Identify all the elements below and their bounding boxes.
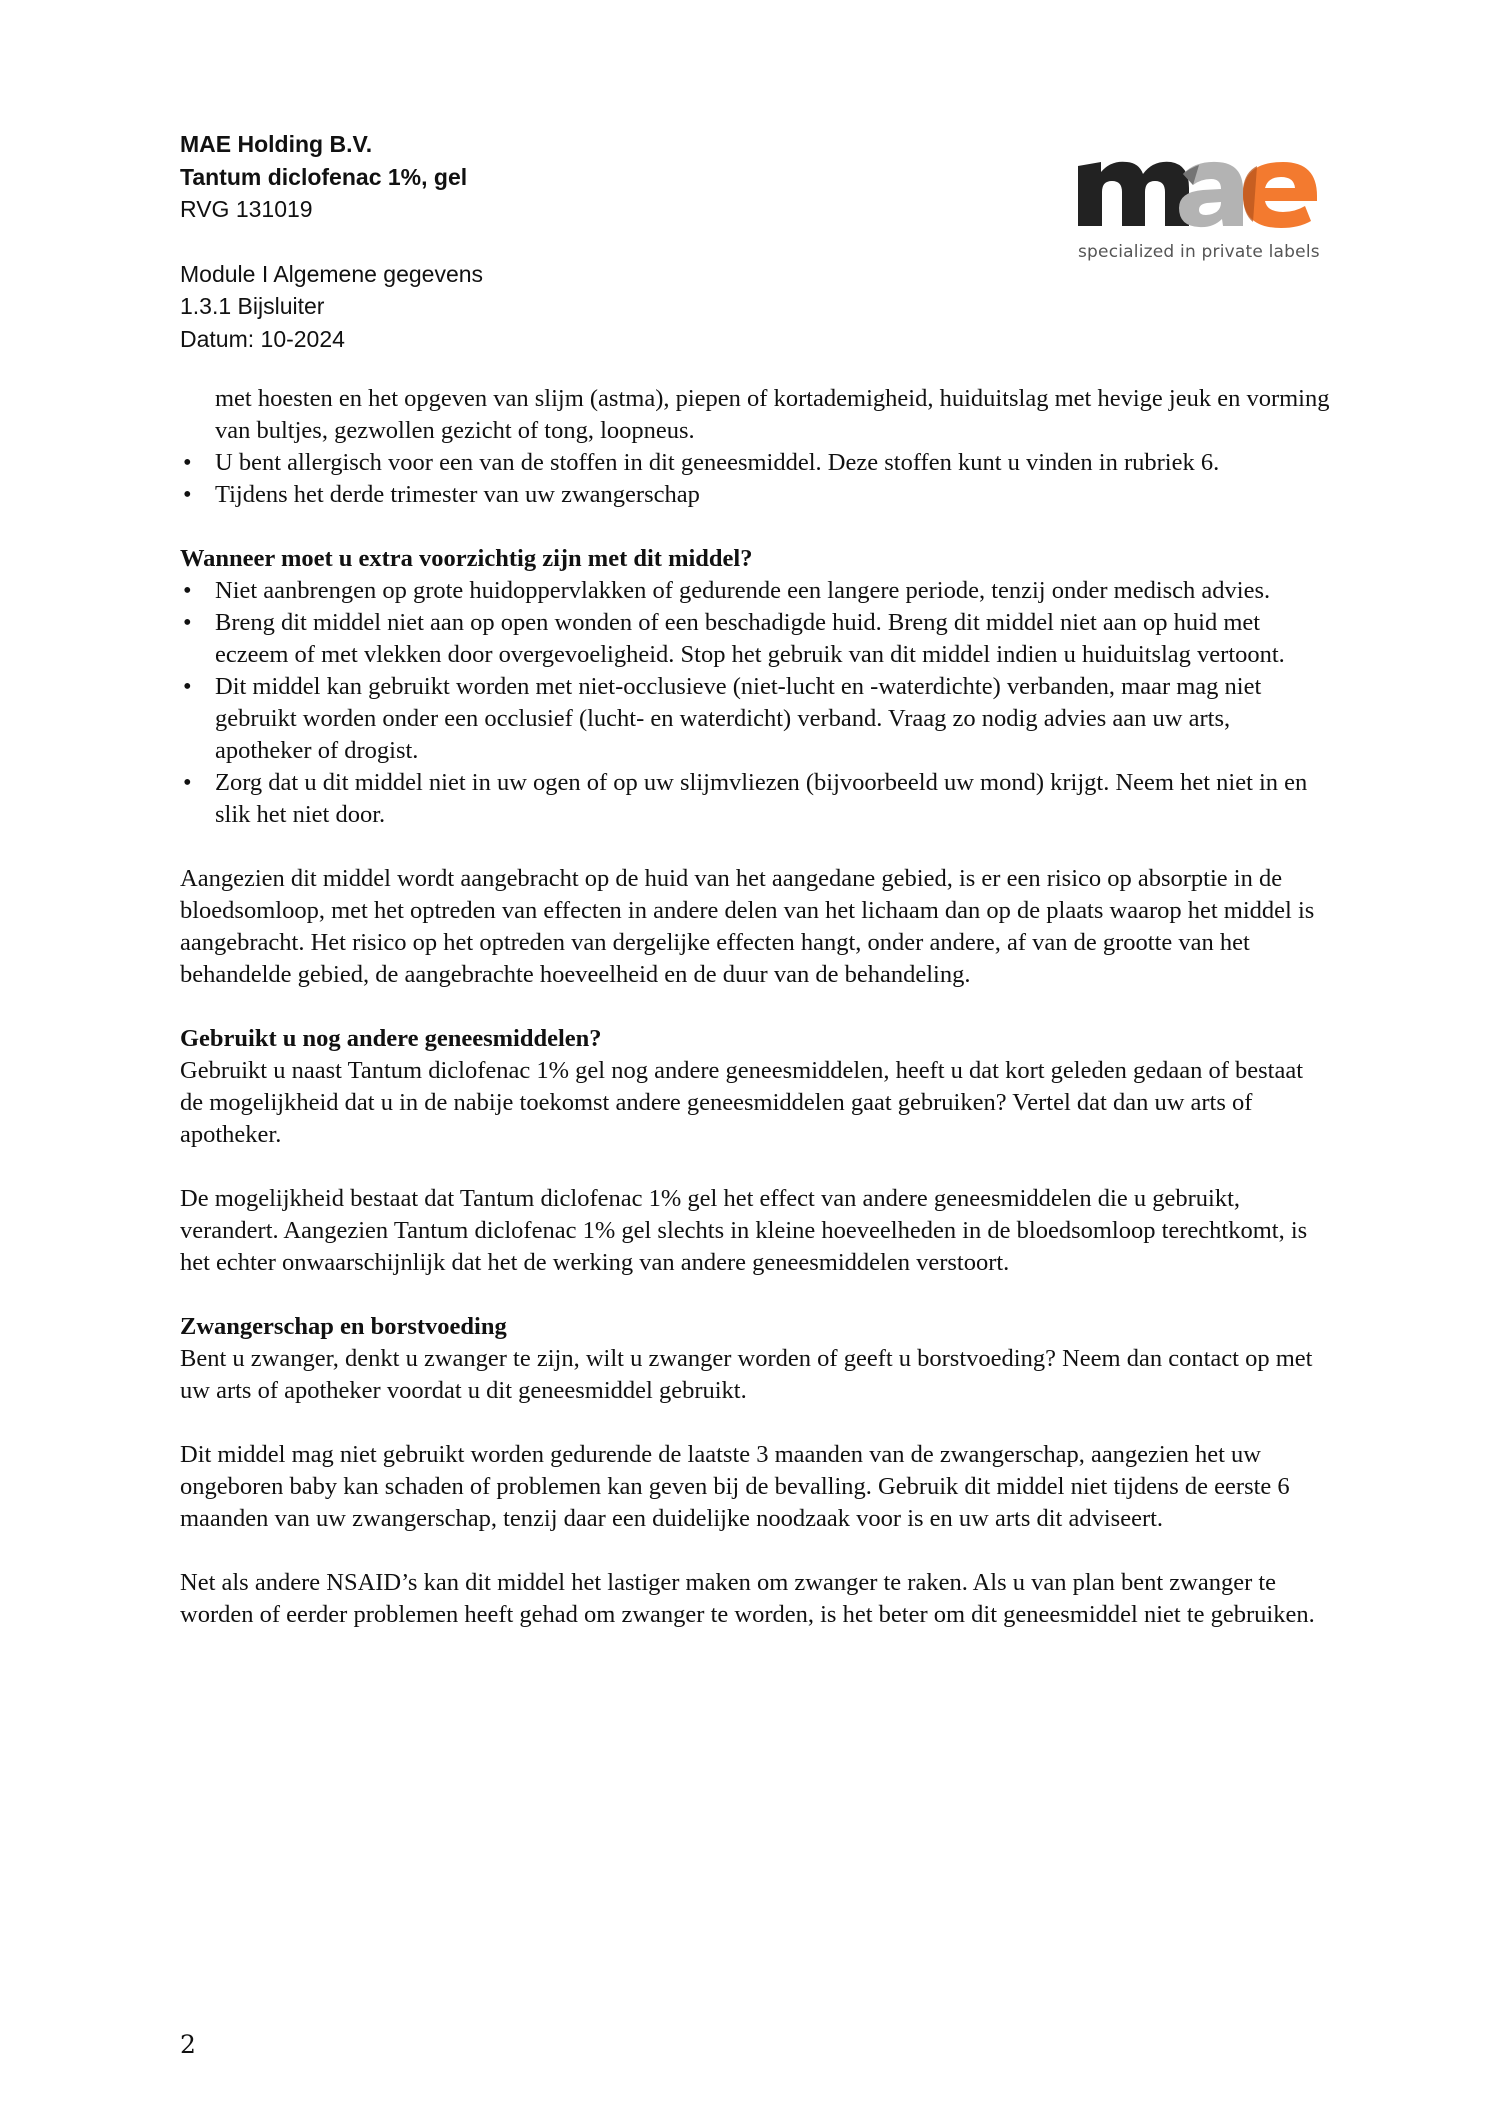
caution-list bbox=[180, 575, 1330, 831]
paragraph: De mogelijkheid bestaat dat Tantum diclofenac 1% gel het effect van andere geneesmiddelen die u gebruikt, verandert. Aangezien Tantum diclofenac 1% gel slechts in kleine hoeveelheden in de bloedsomloop terechtkomt, is het echter onwaarschijnlijk dat het de werking van andere geneesmiddelen verstoort. bbox=[180, 1185, 1308, 1276]
section-label: 1.3.1 Bijsluiter bbox=[180, 293, 325, 319]
paragraph: Dit middel mag niet gebruikt worden gedurende de laatste 3 maanden van de zwangerschap, aangezien het uw ongeboren baby kan schaden of problemen kan geven bij de bevalling. Gebruik dit middel niet tijdens de eerste 6 maanden van uw zwangerschap, tenzij daar een duidelijke noodzaak voor is en uw arts dit adviseert. bbox=[180, 1441, 1290, 1532]
bullet-icon: • bbox=[183, 449, 192, 476]
list-item: • U bent allergisch voor een van de stoffen in dit geneesmiddel. Deze stoffen kunt u vinden in rubriek 6. bbox=[180, 447, 1330, 479]
mae-logo-icon bbox=[1075, 148, 1325, 243]
list-item: • Dit middel kan gebruikt worden met niet-occlusieve (niet-lucht en -waterdichte) verbanden, maar mag niet gebruikt worden onder een occlusief (lucht- en waterdicht) verband. Vraag zo nodig advies aan uw arts, apotheker of drogist. bbox=[183, 673, 1262, 764]
company-name: MAE Holding B.V. bbox=[180, 131, 373, 157]
contraindication-list bbox=[180, 447, 1330, 511]
bullet-icon: • bbox=[183, 481, 192, 508]
list-item: • Tijdens het derde trimester van uw zwangerschap bbox=[180, 479, 1330, 511]
document-body bbox=[180, 383, 1330, 1631]
paragraph: Aangezien dit middel wordt aangebracht op de huid van het aangedane gebied, is er een risico op absorptie in de bloedsomloop, met het optreden van effecten in andere delen van het lichaam dan op de plaats waarop het middel is aangebracht. Het risico op het optreden van dergelijke effecten hangt, onder andere, af van de grootte van het behandelde gebied, de aangebrachte hoeveelheid en de duur van de behandeling. bbox=[180, 865, 1315, 988]
module-label: Module I Algemene gegevens bbox=[180, 260, 484, 287]
bullet-icon: • bbox=[183, 609, 192, 636]
product-name: Tantum diclofenac 1%, gel bbox=[180, 163, 468, 190]
date-label: Datum: 10-2024 bbox=[180, 325, 345, 352]
list-item: • Zorg dat u dit middel niet in uw ogen of op uw slijmvliezen (bijvoorbeeld uw mond) krijgt. Neem het niet in en slik het niet door. bbox=[183, 769, 1308, 828]
bullet-icon: • bbox=[183, 769, 192, 796]
list-item: • Niet aanbrengen op grote huidoppervlakken of gedurende een langere periode, tenzij onder medisch advies. bbox=[180, 575, 1330, 607]
bullet-icon: • bbox=[183, 577, 192, 604]
page-number: 2 bbox=[180, 2030, 196, 2059]
bullet-icon: • bbox=[183, 673, 192, 700]
section-heading: Wanneer moet u extra voorzichtig zijn met dit middel? bbox=[180, 545, 753, 572]
section-heading: Zwangerschap en borstvoeding bbox=[180, 1313, 507, 1340]
logo-tagline: specialized in private labels bbox=[1078, 242, 1320, 262]
paragraph: Gebruikt u naast Tantum diclofenac 1% gel nog andere geneesmiddelen, heeft u dat kort geleden gedaan of bestaat de mogelijkheid dat u in de nabije toekomst andere geneesmiddelen gaat gebruiken? Vertel dat dan uw arts of apotheker. bbox=[180, 1057, 1304, 1148]
list-item: • Breng dit middel niet aan op open wonden of een beschadigde huid. Breng dit middel niet aan op huid met eczeem of met vlekken door overgevoeligheid. Stop het gebruik van dit middel indien u huiduitslag vertoont. bbox=[183, 609, 1285, 668]
rvg-number: RVG 131019 bbox=[180, 196, 313, 222]
document-header bbox=[180, 128, 483, 355]
paragraph: Bent u zwanger, denkt u zwanger te zijn, wilt u zwanger worden of geeft u borstvoeding? Neem dan contact op met uw arts of apotheker voordat u dit geneesmiddel gebruikt. bbox=[180, 1345, 1313, 1404]
paragraph: Net als andere NSAID’s kan dit middel het lastiger maken om zwanger te raken. Als u van plan bent zwanger te worden of eerder problemen heeft gehad om zwanger te worden, is het beter om dit geneesmiddel niet te gebruiken. bbox=[180, 1569, 1315, 1628]
section-heading: Gebruikt u nog andere geneesmiddelen? bbox=[180, 1025, 602, 1052]
continued-text: met hoesten en het opgeven van slijm (astma), piepen of kortademigheid, huiduitslag met hevige jeuk en vorming van bultjes, gezwollen gezicht of tong, loopneus. bbox=[215, 385, 1330, 444]
